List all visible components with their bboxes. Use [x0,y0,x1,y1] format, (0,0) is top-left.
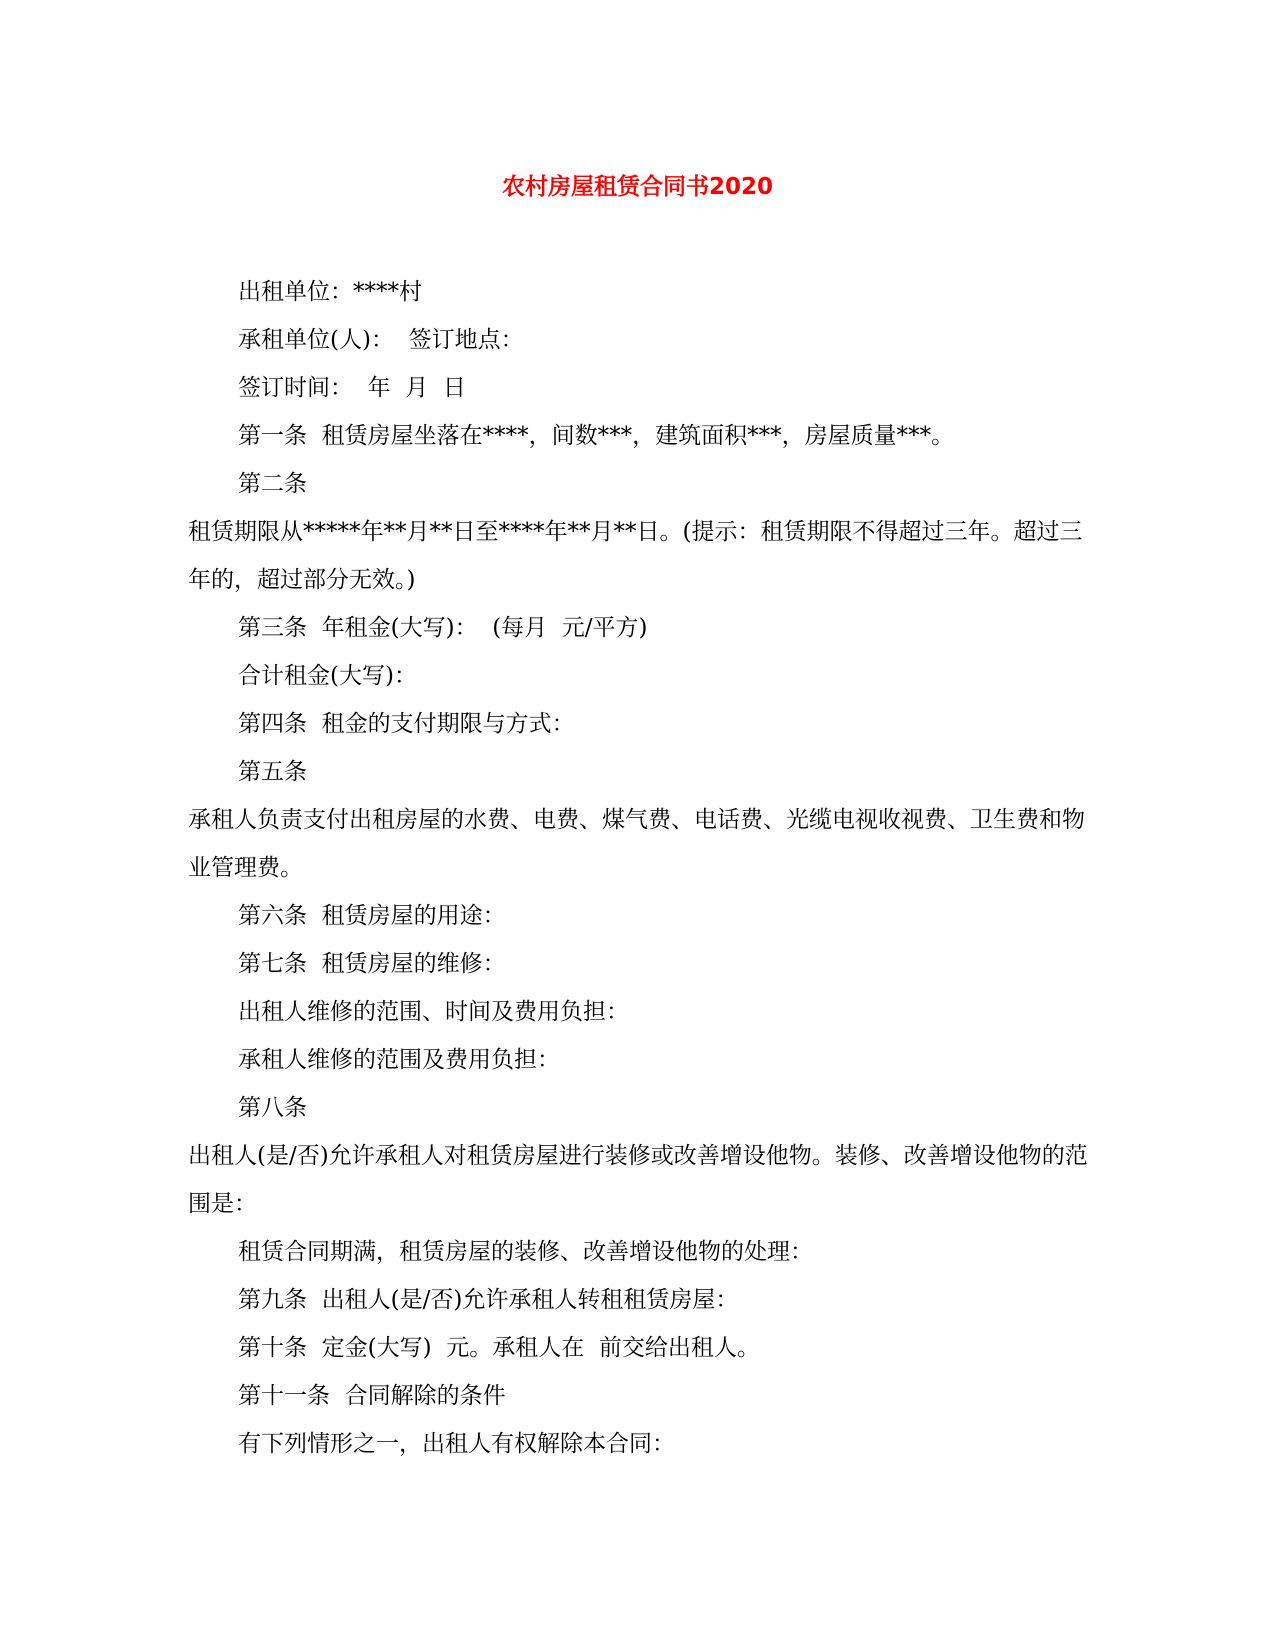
document-body [188,268,1088,1468]
paragraph-sign-date: 签订时间： 年 月 日 [238,375,466,401]
paragraph-article-10: 第十条 定金(大写) 元。承租人在 前交给出租人。 [238,1335,760,1361]
paragraph-article-9: 第九条 出租人(是/否)允许承租人转租租赁房屋： [238,1287,739,1313]
paragraph-article-5-heading: 第五条 [238,759,307,785]
paragraph-lease-expiry: 租赁合同期满，租赁房屋的装修、改善增设他物的处理： [238,1239,813,1265]
paragraph-lessee-repair: 承租人维修的范围及费用负担： [238,1047,560,1073]
paragraph-article-7: 第七条 租赁房屋的维修： [238,951,506,977]
paragraph-article-3: 第三条 年租金(大写)： (每月 元/平方) [238,615,648,641]
paragraph-article-2-heading: 第二条 [238,471,307,497]
paragraph-article-2-body: 租赁期限从*****年**月**日至****年**月**日。(提示：租赁期限不得超过三年。超过三年的，超过部分无效。) [188,519,1083,593]
document-title: 农村房屋租赁合同书2020 [501,174,773,200]
paragraph-lessor-repair: 出租人维修的范围、时间及费用负担： [238,999,629,1025]
paragraph-termination-conditions: 有下列情形之一，出租人有权解除本合同： [238,1431,675,1457]
paragraph-article-8-body: 出租人(是/否)允许承租人对租赁房屋进行装修或改善增设他物。装修、改善增设他物的范围是： [188,1143,1088,1217]
paragraph-article-8-heading: 第八条 [238,1095,307,1121]
paragraph-article-5-body: 承租人负责支付出租房屋的水费、电费、煤气费、电话费、光缆电视收视费、卫生费和物业管理费。 [188,807,1085,881]
paragraph-total-rent: 合计租金(大写)： [238,663,417,689]
paragraph-article-4: 第四条 租金的支付期限与方式： [238,711,575,737]
paragraph-lessor: 出租单位：****村 [238,279,422,305]
paragraph-article-6: 第六条 租赁房屋的用途： [238,903,506,929]
paragraph-article-1: 第一条 租赁房屋坐落在****，间数***，建筑面积***，房屋质量***。 [238,423,955,449]
paragraph-lessee: 承租单位(人)： 签订地点： [238,327,524,353]
paragraph-article-11: 第十一条 合同解除的条件 [238,1383,506,1409]
